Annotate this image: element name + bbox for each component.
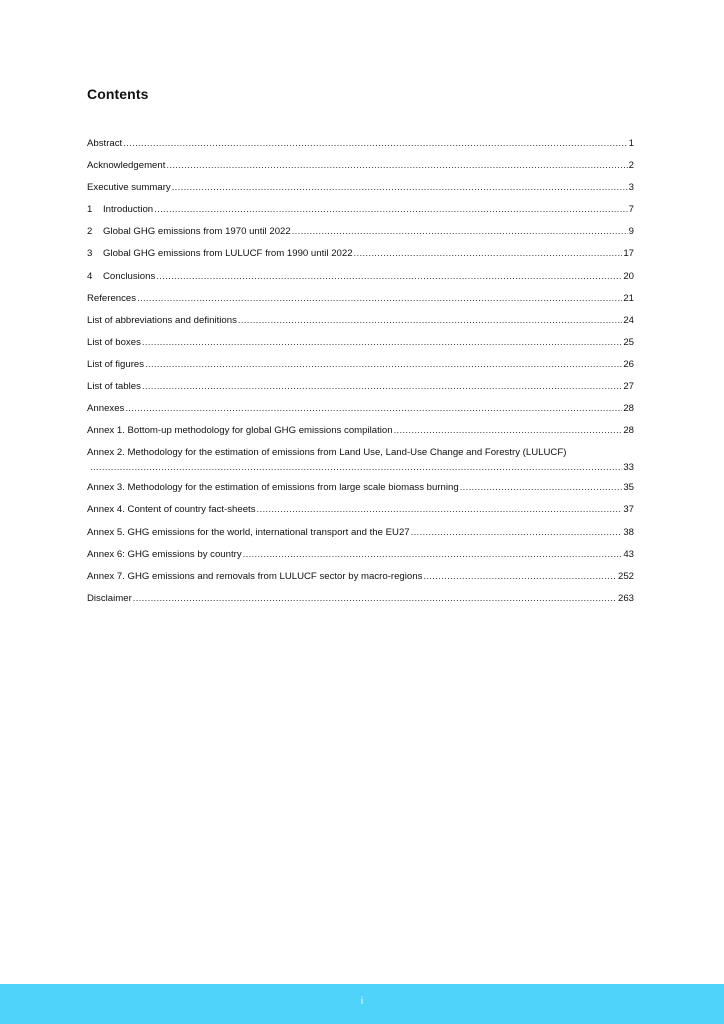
dot-leader (460, 482, 623, 494)
dot-leader (166, 160, 627, 172)
toc-entry-label: Global GHG emissions from LULUCF from 1990 until 2022 (103, 248, 353, 260)
toc-entry-page: 26 (623, 358, 634, 370)
toc-entry-label: Introduction (103, 204, 154, 216)
toc-entry-label: Annex 7. GHG emissions and removals from LULUCF sector by macro-regions (87, 570, 423, 582)
dot-leader (238, 315, 622, 327)
toc-entry-number: 1 (87, 204, 93, 216)
toc-entry-page: 33 (623, 462, 634, 474)
toc-entry-label: Annex 3. Methodology for the estimation of emissions from large scale biomass burning (87, 482, 459, 494)
toc-entry-annex-4[interactable] (87, 504, 634, 526)
toc-entry-page: 9 (628, 226, 634, 238)
contents-heading: Contents (87, 86, 149, 102)
toc-entry-abbreviations[interactable] (87, 315, 634, 337)
toc-entry-page: 7 (628, 204, 634, 216)
toc-entry-label: Annex 5. GHG emissions for the world, international transport and the EU27 (87, 526, 410, 538)
toc-entry-number: 4 (87, 270, 93, 282)
toc-entry-annex-2[interactable] (87, 447, 634, 482)
toc-entry-label: Conclusions (103, 270, 156, 282)
dot-leader (156, 271, 622, 283)
toc-entry-label: Annex 2. Methodology for the estimation of emissions from Land Use, Land-Use Change and Forestry (LULUCF) (87, 447, 567, 459)
dot-leader (142, 337, 622, 349)
toc-entry-annex-6[interactable] (87, 549, 634, 571)
toc-entry-label: Acknowledgement (87, 160, 166, 172)
toc-entry-list-of-boxes[interactable] (87, 337, 634, 359)
toc-entry-page: 2 (628, 160, 634, 172)
toc-entry-page: 43 (623, 548, 634, 560)
dot-leader (142, 381, 622, 393)
toc-entry-page: 263 (617, 592, 634, 604)
toc-entry-annex-3[interactable] (87, 482, 634, 504)
toc-entry-global-ghg-emissions[interactable] (87, 226, 634, 248)
dot-leader (243, 549, 623, 561)
toc-entry-list-of-figures[interactable] (87, 359, 634, 381)
toc-entry-number: 2 (87, 226, 93, 238)
toc-entry-page: 28 (623, 425, 634, 437)
toc-entry-introduction[interactable] (87, 204, 634, 226)
toc-entry-page: 28 (623, 403, 634, 415)
toc-entry-label: Abstract (87, 138, 123, 149)
toc-entry-page: 27 (623, 381, 634, 393)
toc-entry-label: Global GHG emissions from 1970 until 2022 (103, 226, 291, 238)
toc-entry-label: Annexes (87, 403, 125, 415)
toc-entry-page: 17 (623, 248, 634, 260)
footer-page-number: i (360, 996, 364, 1007)
toc-entry-label: Annex 4. Content of country fact-sheets (87, 504, 256, 516)
toc-entry-label: List of figures (87, 358, 145, 370)
toc-entry-annex-1[interactable] (87, 425, 634, 447)
dot-leader (172, 182, 628, 194)
toc-entry-label: Annex 1. Bottom-up methodology for global GHG emissions compilation (87, 425, 393, 437)
toc-entry-disclaimer[interactable] (87, 593, 634, 615)
toc-entry-conclusions[interactable] (87, 271, 634, 293)
toc-entry-label: Executive summary (87, 182, 171, 194)
dot-leader (292, 226, 628, 238)
dot-leader (123, 138, 627, 150)
toc-entry-label: List of abbreviations and definitions (87, 314, 237, 326)
dot-leader (154, 204, 628, 216)
toc-entry-label: Annex 6: GHG emissions by country (87, 548, 242, 560)
dot-leader (145, 359, 622, 371)
toc-entry-label: References (87, 292, 137, 304)
dot-leader (90, 462, 622, 474)
dot-leader (125, 403, 622, 415)
toc-entry-label: List of boxes (87, 336, 141, 348)
toc-entry-number: 3 (87, 248, 93, 260)
toc-entry-page: 38 (623, 526, 634, 538)
toc-entry-page: 37 (623, 504, 634, 516)
toc-entry-page: 21 (623, 292, 634, 304)
dot-leader (411, 527, 623, 539)
dot-leader (354, 248, 623, 260)
toc-entry-abstract[interactable] (87, 138, 634, 160)
toc-entry-annexes[interactable] (87, 403, 634, 425)
toc-entry-label: List of tables (87, 381, 141, 393)
toc-entry-list-of-tables[interactable] (87, 381, 634, 403)
dot-leader (133, 593, 617, 605)
table-of-contents (87, 138, 634, 615)
toc-entry-page: 1 (628, 138, 634, 149)
toc-entry-annex-5[interactable] (87, 527, 634, 549)
toc-entry-page: 25 (623, 336, 634, 348)
toc-entry-label: Disclaimer (87, 592, 132, 604)
toc-entry-annex-7[interactable] (87, 571, 634, 593)
toc-entry-page: 252 (617, 570, 634, 582)
dot-leader (394, 425, 623, 437)
toc-entry-global-lulucf-emissions[interactable] (87, 248, 634, 270)
toc-entry-page: 20 (623, 270, 634, 282)
toc-entry-page: 24 (623, 314, 634, 326)
toc-entry-references[interactable] (87, 293, 634, 315)
toc-entry-executive-summary[interactable] (87, 182, 634, 204)
dot-leader (257, 504, 623, 516)
dot-leader (423, 571, 617, 583)
dot-leader (137, 293, 622, 305)
toc-entry-acknowledgement[interactable] (87, 160, 634, 182)
toc-entry-page: 3 (628, 182, 634, 194)
toc-entry-page: 35 (623, 482, 634, 494)
